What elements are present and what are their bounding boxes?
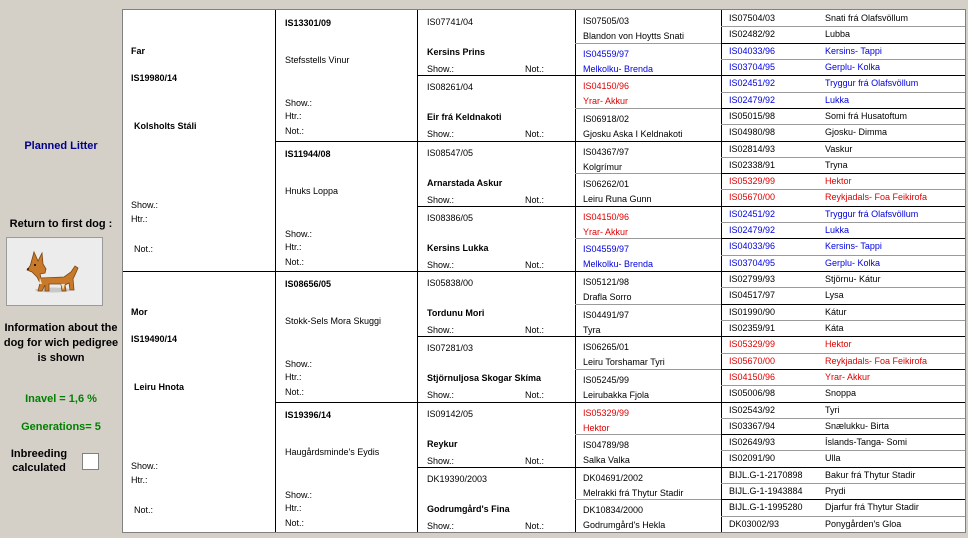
- row-divider: [721, 385, 965, 386]
- show-label: Show.:: [427, 520, 455, 531]
- ancestor-name[interactable]: Yrar- Akkur: [825, 371, 871, 382]
- ancestor-cell: [721, 402, 965, 418]
- not-label: Not.:: [525, 520, 545, 531]
- ancestor-name[interactable]: Godrumgård's Hekla: [583, 520, 666, 531]
- row-divider: [721, 402, 965, 403]
- ancestor-cell: [721, 369, 965, 385]
- ancestor-name[interactable]: Kersins- Tappi: [825, 241, 882, 252]
- ancestor-cell: [721, 10, 965, 26]
- ancestor-name[interactable]: Godrumgård's Fina: [427, 503, 510, 514]
- ancestor-registration[interactable]: IS07281/03: [427, 343, 474, 354]
- ancestor-registration[interactable]: IS08261/04: [427, 82, 474, 93]
- ancestor-cell: [721, 173, 965, 189]
- row-divider: [721, 92, 965, 93]
- ancestor-registration[interactable]: IS01990/90: [729, 306, 776, 317]
- ancestor-name[interactable]: Gjosku Aska I Keldnakoti: [583, 128, 683, 139]
- htr-label: Htr.:: [285, 111, 302, 121]
- ancestor-cell: [721, 92, 965, 108]
- ancestor-name[interactable]: Tryggur frá Olafsvöllum: [825, 208, 919, 219]
- ancestor-name[interactable]: Kolgrímur: [583, 161, 623, 172]
- pedigree-table: [122, 9, 966, 533]
- ancestor-cell: [721, 238, 965, 254]
- parent-cell: [123, 10, 275, 271]
- show-label: Show.:: [285, 359, 313, 369]
- ancestor-registration[interactable]: DK19390/2003: [427, 473, 488, 484]
- row-divider: [721, 189, 965, 190]
- ancestor-registration[interactable]: IS03704/95: [729, 257, 776, 268]
- ancestor-registration[interactable]: IS05670/00: [729, 192, 776, 203]
- ancestor-cell: [721, 467, 965, 483]
- show-label: Show.:: [427, 325, 455, 335]
- row-divider: [721, 369, 965, 370]
- parent-role: Mor: [131, 307, 148, 317]
- ancestor-registration[interactable]: DK03002/93: [729, 518, 780, 529]
- ancestor-cell: [575, 43, 721, 76]
- row-divider: [721, 516, 965, 517]
- row-divider: [721, 450, 965, 451]
- ancestor-name[interactable]: Tryna: [825, 159, 848, 170]
- ancestor-name[interactable]: Tyri: [825, 404, 840, 415]
- ancestor-name[interactable]: Leiru Runa Gunn: [583, 194, 652, 205]
- ancestor-cell: [721, 271, 965, 287]
- ancestor-registration[interactable]: IS02359/91: [729, 322, 776, 333]
- ancestor-registration[interactable]: IS08547/05: [427, 147, 474, 158]
- ancestor-cell: [721, 206, 965, 222]
- ancestor-cell: [417, 206, 575, 271]
- ancestor-name[interactable]: Kersins Lukka: [427, 242, 489, 253]
- ancestor-registration[interactable]: BIJL.G-1-2170898: [729, 469, 803, 480]
- htr-label: Htr.:: [131, 214, 148, 224]
- parent-registration[interactable]: IS19490/14: [131, 334, 178, 344]
- ancestor-cell: [575, 173, 721, 206]
- ancestor-registration[interactable]: IS02649/93: [729, 437, 776, 448]
- grandparent-name[interactable]: Stefsstells Vinur: [285, 55, 350, 65]
- ancestor-cell: [721, 287, 965, 303]
- ancestor-cell: [575, 238, 721, 271]
- ancestor-name[interactable]: Hektor: [583, 422, 610, 433]
- ancestor-cell: [721, 124, 965, 140]
- row-divider: [721, 141, 965, 142]
- row-divider: [721, 353, 965, 354]
- ancestor-name[interactable]: Reykur: [427, 438, 458, 449]
- ancestor-cell: [417, 271, 575, 336]
- ancestor-registration[interactable]: IS06262/01: [583, 179, 630, 190]
- ancestor-cell: [721, 141, 965, 157]
- row-divider: [721, 418, 965, 419]
- not-label: Not.:: [134, 505, 154, 515]
- show-label: Show.:: [285, 98, 313, 108]
- ancestor-cell: [721, 353, 965, 369]
- ancestor-cell: [721, 75, 965, 91]
- ancestor-name[interactable]: Tyra: [583, 324, 601, 335]
- ancestor-registration[interactable]: IS04559/97: [583, 48, 630, 59]
- htr-label: Htr.:: [131, 475, 148, 485]
- ancestor-registration[interactable]: IS05015/98: [729, 110, 776, 121]
- ancestor-cell: [721, 516, 965, 532]
- grandparent-registration[interactable]: IS19396/14: [285, 409, 332, 420]
- htr-label: Htr.:: [285, 372, 302, 382]
- ancestor-registration[interactable]: IS02479/92: [729, 225, 776, 236]
- htr-label: Htr.:: [285, 502, 302, 513]
- ancestor-registration[interactable]: IS02338/91: [729, 159, 776, 170]
- ancestor-registration[interactable]: IS04367/97: [583, 146, 630, 157]
- ancestor-cell: [417, 10, 575, 75]
- ancestor-cell: [575, 434, 721, 467]
- ancestor-cell: [721, 26, 965, 42]
- show-label: Show.:: [427, 455, 455, 466]
- ancestor-cell: [721, 59, 965, 75]
- ancestor-registration[interactable]: IS06265/01: [583, 342, 630, 353]
- ancestor-cell: [721, 157, 965, 173]
- ancestor-registration[interactable]: IS07505/03: [583, 16, 630, 26]
- row-divider: [721, 483, 965, 484]
- ancestor-name[interactable]: Tordunu Mori: [427, 308, 485, 318]
- ancestor-name[interactable]: Hektor: [825, 339, 852, 350]
- ancestor-cell: [417, 141, 575, 206]
- row-divider: [721, 467, 965, 468]
- ancestor-registration[interactable]: IS04150/96: [729, 371, 776, 382]
- ancestor-registration[interactable]: IS05329/99: [583, 407, 630, 418]
- row-divider: [721, 238, 965, 239]
- row-divider: [721, 271, 965, 272]
- ancestor-name[interactable]: Vaskur: [825, 143, 853, 154]
- ancestor-name[interactable]: Snoppa: [825, 388, 857, 399]
- row-divider: [721, 255, 965, 256]
- ancestor-cell: [575, 467, 721, 500]
- ancestor-cell: [575, 336, 721, 369]
- ancestor-registration[interactable]: IS09142/05: [427, 408, 474, 419]
- ancestor-cell: [575, 10, 721, 43]
- ancestor-cell: [417, 75, 575, 140]
- ancestor-name[interactable]: Snælukku- Birta: [825, 420, 890, 431]
- ancestor-name[interactable]: Gerplu- Kolka: [825, 61, 881, 72]
- show-label: Show.:: [427, 390, 455, 401]
- ancestor-name[interactable]: Lukka: [825, 225, 850, 236]
- ancestor-name[interactable]: Íslands-Tanga- Somi: [825, 437, 908, 448]
- ancestor-registration[interactable]: BIJL.G-1-1943884: [729, 486, 803, 497]
- parent-name[interactable]: Leiru Hnota: [134, 382, 185, 392]
- planned-litter-link[interactable]: Planned Litter: [24, 140, 98, 152]
- ancestor-registration[interactable]: IS02543/92: [729, 404, 776, 415]
- ancestor-name[interactable]: Lysa: [825, 290, 844, 301]
- ancestor-name[interactable]: Yrar- Akkur: [583, 226, 629, 237]
- ancestor-registration[interactable]: IS04517/97: [729, 290, 776, 301]
- ancestor-cell: [575, 141, 721, 174]
- ancestor-cell: [575, 75, 721, 108]
- ancestor-name[interactable]: Káta: [825, 322, 844, 333]
- ancestor-registration[interactable]: IS02482/92: [729, 29, 776, 40]
- not-label: Not.:: [285, 256, 305, 267]
- ancestor-name[interactable]: Kersins- Tappi: [825, 45, 882, 56]
- ancestor-name[interactable]: Reykjadals- Foa Feikirofa: [825, 192, 928, 203]
- ancestor-name[interactable]: Leirubakka Fjola: [583, 389, 650, 400]
- ancestor-name[interactable]: Gerplu- Kolka: [825, 257, 881, 268]
- ancestor-registration[interactable]: IS07504/03: [729, 13, 776, 23]
- show-label: Show.:: [427, 129, 455, 140]
- ancestor-name[interactable]: Melrakki frá Thytur Stadir: [583, 487, 684, 498]
- not-label: Not.:: [525, 390, 545, 401]
- ancestor-name[interactable]: Prydi: [825, 486, 846, 497]
- not-label: Not.:: [285, 517, 305, 528]
- row-divider: [721, 336, 965, 337]
- row-divider: [721, 75, 965, 76]
- ancestor-name[interactable]: Snati frá Olafsvöllum: [825, 13, 909, 23]
- ancestor-registration[interactable]: IS02479/92: [729, 94, 776, 105]
- ancestor-name[interactable]: Lukka: [825, 94, 850, 105]
- show-label: Show.:: [131, 461, 159, 471]
- ancestor-cell: [721, 499, 965, 515]
- ancestor-name[interactable]: Melkolku- Brenda: [583, 259, 654, 270]
- not-label: Not.:: [525, 194, 545, 205]
- grandparent-name[interactable]: Hnuks Loppa: [285, 185, 339, 196]
- row-divider: [721, 108, 965, 109]
- ancestor-name[interactable]: Lubba: [825, 29, 851, 40]
- ancestor-registration[interactable]: IS04150/96: [583, 81, 630, 92]
- ancestor-registration[interactable]: IS02799/93: [729, 274, 776, 284]
- ancestor-registration[interactable]: IS06918/02: [583, 113, 630, 124]
- ancestor-name[interactable]: Blandon von Hoytts Snati: [583, 31, 685, 41]
- return-label: Return to first dog :: [9, 218, 113, 230]
- ancestor-registration[interactable]: IS04980/98: [729, 127, 776, 138]
- ancestor-registration[interactable]: DK10834/2000: [583, 505, 644, 516]
- row-divider: [721, 320, 965, 321]
- grandparent-registration[interactable]: IS11944/08: [285, 148, 331, 159]
- grandparent-cell: [275, 141, 417, 272]
- ancestor-registration[interactable]: IS05006/98: [729, 388, 776, 399]
- info-text: Information about the dog for wich pedigree is shown: [3, 322, 119, 364]
- ancestor-registration[interactable]: IS07741/04: [427, 17, 474, 27]
- row-divider: [721, 59, 965, 60]
- not-label: Not.:: [525, 129, 545, 140]
- row-divider: [721, 157, 965, 158]
- row-divider: [721, 287, 965, 288]
- ancestor-cell: [721, 483, 965, 499]
- return-to-first-dog-button[interactable]: [6, 237, 103, 306]
- not-label: Not.:: [525, 259, 545, 270]
- dog-icon: [7, 238, 102, 305]
- generations-value: Generations= 5: [21, 421, 101, 433]
- ancestor-registration[interactable]: IS04033/96: [729, 241, 776, 252]
- row-divider: [721, 124, 965, 125]
- parent-registration[interactable]: IS19980/14: [131, 73, 178, 83]
- ancestor-name[interactable]: Djarfur frá Thytur Stadir: [825, 502, 919, 513]
- ancestor-registration[interactable]: IS04033/96: [729, 45, 776, 56]
- ancestor-cell: [721, 336, 965, 352]
- ancestor-registration[interactable]: IS05838/00: [427, 278, 474, 288]
- ancestor-name[interactable]: Drafla Sorro: [583, 292, 632, 302]
- row-divider: [721, 26, 965, 27]
- ancestor-cell: [721, 418, 965, 434]
- row-divider: [721, 434, 965, 435]
- ancestor-registration[interactable]: IS05329/99: [729, 339, 776, 350]
- show-label: Show.:: [427, 259, 455, 270]
- parent-name[interactable]: Kolsholts Stáli: [134, 121, 197, 131]
- parent-cell: [123, 271, 275, 532]
- ancestor-cell: [721, 222, 965, 238]
- row-divider: [721, 43, 965, 44]
- sidebar: [0, 0, 122, 538]
- ancestor-registration[interactable]: IS08386/05: [427, 212, 474, 223]
- ancestor-registration[interactable]: IS03704/95: [729, 61, 776, 72]
- ancestor-name[interactable]: Stjörnuljosa Skogar Skíma: [427, 373, 542, 384]
- ancestor-name[interactable]: Arnarstada Askur: [427, 177, 503, 188]
- ancestor-cell: [721, 450, 965, 466]
- not-label: Not.:: [134, 244, 154, 254]
- not-label: Not.:: [525, 325, 545, 335]
- ancestor-name[interactable]: Kersins Prins: [427, 47, 486, 57]
- ancestor-cell: [417, 467, 575, 532]
- ancestor-registration[interactable]: IS05329/99: [729, 176, 776, 187]
- ancestor-cell: [721, 189, 965, 205]
- ancestor-registration[interactable]: IS04150/96: [583, 211, 630, 222]
- ancestor-cell: [721, 434, 965, 450]
- ancestor-cell: [575, 108, 721, 141]
- inbreeding-label: Inbreeding calculated: [10, 448, 68, 474]
- show-label: Show.:: [427, 64, 455, 74]
- ancestor-cell: [721, 304, 965, 320]
- ancestor-name[interactable]: Reykjadals- Foa Feikirofa: [825, 355, 928, 366]
- not-label: Not.:: [285, 126, 305, 136]
- row-divider: [721, 173, 965, 174]
- grandparent-cell: [275, 402, 417, 533]
- ancestor-name[interactable]: Yrar- Akkur: [583, 96, 629, 107]
- ancestor-cell: [575, 499, 721, 532]
- ancestor-registration[interactable]: DK04691/2002: [583, 472, 644, 483]
- row-divider: [721, 499, 965, 500]
- row-divider: [721, 304, 965, 305]
- ancestor-name[interactable]: Leiru Torshamar Tyri: [583, 357, 665, 368]
- grandparent-registration[interactable]: IS08656/05: [285, 279, 332, 289]
- ancestor-registration[interactable]: IS04491/97: [583, 309, 630, 320]
- ancestor-registration[interactable]: IS03367/94: [729, 420, 776, 431]
- ancestor-name[interactable]: Melkolku- Brenda: [583, 63, 654, 74]
- ancestor-cell: [575, 369, 721, 402]
- not-label: Not.:: [525, 64, 545, 74]
- ancestor-cell: [575, 271, 721, 304]
- grandparent-registration[interactable]: IS13301/09: [285, 18, 332, 28]
- ancestor-name[interactable]: Hektor: [825, 176, 852, 187]
- ancestor-cell: [575, 206, 721, 239]
- ancestor-registration[interactable]: BIJL.G-1-1995280: [729, 502, 803, 513]
- ancestor-cell: [575, 402, 721, 435]
- ancestor-name[interactable]: Somi frá Husatoftum: [825, 110, 908, 121]
- ancestor-cell: [575, 304, 721, 337]
- not-label: Not.:: [525, 455, 545, 466]
- ancestor-cell: [721, 385, 965, 401]
- htr-label: Htr.:: [285, 241, 302, 252]
- show-label: Show.:: [285, 489, 313, 500]
- ancestor-name[interactable]: Stjörnu- Kátur: [825, 274, 881, 284]
- ancestor-cell: [721, 320, 965, 336]
- ancestor-registration[interactable]: IS02814/93: [729, 143, 776, 154]
- ancestor-name[interactable]: Bakur frá Thytur Stadir: [825, 469, 916, 480]
- ancestor-name[interactable]: Kátur: [825, 306, 847, 317]
- grandparent-name[interactable]: Stokk-Sels Mora Skuggi: [285, 316, 382, 326]
- ancestor-cell: [417, 336, 575, 401]
- grandparent-name[interactable]: Haugårdsminde's Eydis: [285, 446, 380, 457]
- ancestor-cell: [721, 43, 965, 59]
- grandparent-cell: [275, 10, 417, 141]
- ancestor-registration[interactable]: IS05670/00: [729, 355, 776, 366]
- ancestor-name[interactable]: Salka Valka: [583, 455, 630, 466]
- row-divider: [721, 222, 965, 223]
- ancestor-registration[interactable]: IS05121/98: [583, 277, 630, 287]
- ancestor-name[interactable]: Gjosku- Dimma: [825, 127, 888, 138]
- ancestor-cell: [417, 402, 575, 467]
- not-label: Not.:: [285, 387, 305, 397]
- ancestor-registration[interactable]: IS02091/90: [729, 453, 776, 464]
- ancestor-cell: [721, 108, 965, 124]
- inavel-value: Inavel = 1,6 %: [25, 393, 97, 405]
- show-label: Show.:: [285, 228, 313, 239]
- ancestor-registration[interactable]: IS02451/92: [729, 78, 776, 89]
- ancestor-name[interactable]: Eir frá Keldnakoti: [427, 112, 502, 123]
- show-label: Show.:: [427, 194, 455, 205]
- row-divider: [721, 206, 965, 207]
- ancestor-registration[interactable]: IS04789/98: [583, 440, 630, 451]
- grandparent-cell: [275, 271, 417, 402]
- ancestor-name[interactable]: Ulla: [825, 453, 841, 464]
- ancestor-name[interactable]: Ponygården's Gloa: [825, 518, 902, 529]
- ancestor-registration[interactable]: IS05245/99: [583, 374, 630, 385]
- parent-role: Far: [131, 46, 146, 56]
- show-label: Show.:: [131, 200, 159, 210]
- inbreeding-checkbox[interactable]: [82, 453, 99, 470]
- ancestor-name[interactable]: Tryggur frá Olafsvöllum: [825, 78, 919, 89]
- ancestor-cell: [721, 255, 965, 271]
- ancestor-registration[interactable]: IS04559/97: [583, 244, 630, 255]
- ancestor-registration[interactable]: IS02451/92: [729, 208, 776, 219]
